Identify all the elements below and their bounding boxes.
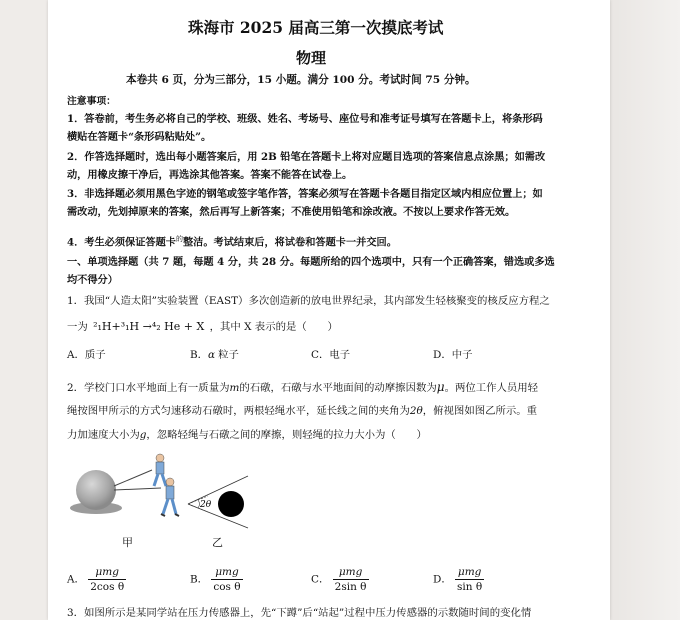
option-label: A． [67,573,85,586]
rope-upper [114,470,152,486]
option-fraction [211,565,242,594]
fraction-numerator: μmg [455,565,484,580]
figure-yi [186,474,256,530]
option-label: A． [67,349,85,361]
figure-jia [66,452,196,538]
figure-yi-caption: 乙 [212,536,223,549]
q2-text: 力加速度大小为 [67,429,140,441]
fraction-denominator: cos θ [213,581,241,593]
option-label: B． [190,573,209,586]
notice-4-sup: 的 [175,235,183,243]
option-symbol: α [208,349,216,361]
q1-line2-pre: 一为 [67,321,88,333]
fraction-numerator: μmg [211,565,242,580]
q1-option-c[interactable] [311,348,350,362]
option-fraction [333,565,369,594]
q2-option-b[interactable] [190,565,243,594]
q1-option-a[interactable] [67,348,106,362]
viewer-gutter [610,0,680,620]
notice-3-line1: 3．非选择题必须用黑色字迹的钢笔或签字笔作答，答案必须写在答题卡各题目指定区域内相应位置上；如 [67,188,543,200]
notice-2-line2: 动，用橡皮擦干净后，再选涂其他答案。答案不能答在试卷上。 [67,169,353,181]
option-fraction [88,565,126,594]
exam-page [48,0,610,620]
section-heading-line2: 均不得分） [67,274,118,286]
notice-4-text-a: 4．考生必须保证答题卡 [67,236,176,249]
q2-text: ，俯视图如图乙所示。重 [422,405,538,417]
q1-line2 [67,320,338,334]
subject-title: 物理 [296,49,327,67]
notice-heading: 注意事项： [67,96,116,107]
exam-info: 本卷共 6 页，分为三部分，15 小题。满分 100 分。考试时间 75 分钟。 [126,74,476,86]
option-label: D． [433,573,452,586]
stone-ball [76,470,116,510]
q3-line1: 3．如图所示是某同学站在压力传感器上，先“下蹲”后“站起”过程中压力传感器的示数随时间的变化情 [67,607,532,619]
option-label: D． [433,349,452,361]
q2-text: 。两位工作人员用轻 [444,382,539,394]
q2-option-a[interactable] [67,565,126,594]
fraction-numerator: μmg [333,565,369,580]
notice-2-line1: 2．作答选择题时，选出每小题答案后，用 2B 铅笔在答题卡上将对应题目选项的答案信息点涂黑；如需改 [67,151,546,163]
option-text: 中子 [451,349,473,361]
q2-line1 [67,380,538,395]
page-title: 珠海市 2025 届高三第一次摸底考试 [188,18,444,37]
angle-label: 2θ [200,500,212,510]
q2-text: 的石礅，石礅与水平地面间的动摩擦因数为 [239,382,437,394]
stone-topview [218,491,244,517]
q2-text: ，忽略轻绳与石礅之间的摩擦，则轻绳的拉力大小为（ ） [146,429,427,441]
figure-jia-caption: 甲 [122,536,133,549]
notice-4-text-b: 整洁。考试结束后，将试卷和答题卡一并交回。 [182,236,397,249]
q2-var-angle: 2θ [409,405,423,417]
option-label: B． [190,349,209,361]
q2-option-c[interactable] [311,565,369,594]
option-fraction [455,565,484,594]
q2-var-m: m [229,382,240,394]
q1-line1: 1．我国“人造太阳”实验装置（EAST）多次创造新的放电世界纪录，其内部发生轻核聚变的核反应方程之 [67,295,550,307]
option-text: 粒子 [218,349,239,361]
notice-1-line2: 横贴在答题卡“条形码粘贴处”。 [67,131,212,143]
fraction-denominator: 2cos θ [90,581,125,593]
q2-var-mu: μ [436,380,445,394]
q2-text: 绳按图甲所示的方式匀速移动石礅时，两根轻绳水平，延长线之间的夹角为 [67,405,410,417]
q1-option-b[interactable] [190,348,239,362]
fraction-denominator: sin θ [457,581,483,593]
q1-option-d[interactable] [433,348,473,362]
q2-line2 [67,404,537,418]
option-label: C． [311,573,330,586]
option-text: 电子 [329,349,351,361]
rope-lower [114,488,161,490]
notice-1-line1: 1．答卷前，考生务必将自己的学校、班级、姓名、考场号、座位号和准考证号填写在答题卡上，将条形码 [67,113,543,125]
q1-equation: ²₁H+³₁H →⁴₂ He + X [93,320,205,333]
section-heading-line1: 一、单项选择题（共 7 题，每题 4 分，共 28 分。每题所给的四个选项中，只有一个正确答案，错选或多选 [67,256,555,268]
q2-text: 2．学校门口水平地面上有一质量为 [67,382,230,394]
q2-option-d[interactable] [433,565,484,594]
q2-line3 [67,428,427,442]
notice-4 [67,232,397,249]
option-label: C． [311,349,330,361]
q2-var-g: g [139,429,147,441]
fraction-denominator: 2sin θ [334,581,367,593]
worker-upper [154,454,166,486]
q1-line2-post: ，其中 X 表示的是（ ） [209,321,338,333]
option-text: 质子 [84,349,106,361]
notice-3-line2: 需改动，先划掉原来的答案，然后再写上新答案；不准使用铅笔和涂改液。不按以上要求作答无效。 [67,206,516,218]
fraction-numerator: μmg [88,565,126,580]
